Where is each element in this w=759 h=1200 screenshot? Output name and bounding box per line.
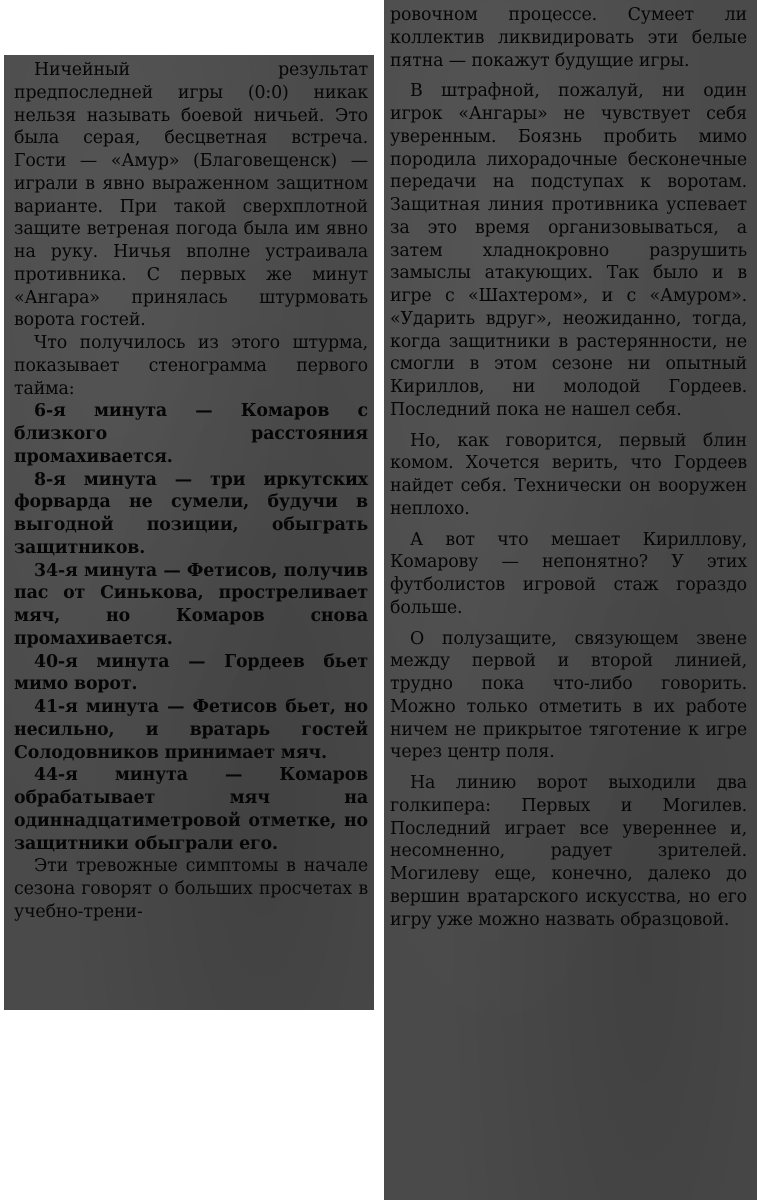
minute-entry: 40-я минута — Гордеев бьет мимо ворот.	[14, 651, 368, 695]
minute-entry: 44-я минута — Комаров обрабатывает мяч на одиннадцатиметровой отметке, но защитники обыграли его.	[14, 765, 368, 854]
minute-entry: 41-я минута — Фетисов бьет, но несильно, и вратарь гостей Солодовников принимает мяч.	[14, 697, 368, 763]
minute-entry: 8-я минута — три иркутских форварда не сумели, будучи в выгодной позиции, обыграть защитников.	[14, 469, 368, 558]
paragraph: А вот что мешает Кириллову, Комарову — непонятно? У этих футболистов игровой стаж гораздо больше.	[390, 529, 747, 618]
paragraph: На линию ворот выходили два голкипера: Первых и Могилев. Последний играет все увереннее и, несомненно, радует зрителей. Могилеву еще, конечно, далеко до вершин вратарского искусства, но его игру уже можно назвать образцовой.	[390, 773, 747, 930]
paragraph: В штрафной, пожалуй, ни один игрок «Ангары» не чувствует себя уверенным. Боязнь пробить мимо породила лихорадочные бесконечные передачи на подступах к воротам. Защитная линия противника успевает за это время организовываться, а затем хладнокровно разрушить замыслы атакующих. Так было и в игре с «Шахтером», и с «Амуром». «Ударить вдруг», неожиданно, тогда, когда защитники в растерянности, не смогли в этом сезоне ни опытный Кириллов, ни молодой Гордеев. Последний пока не нашел себя.	[390, 81, 747, 420]
paragraph: Но, как говорится, первый блин комом. Хочется верить, что Гордеев найдет себя. Технически он вооружен неплохо.	[390, 430, 747, 519]
paragraph: Ничейный результат предпоследней игры (0:0) никак нельзя называть боевой ничьей. Это была серая, бесцветная встреча. Гости — «Амур» (Благовещенск) — играли в явно выраженном защитном варианте. При такой сверхплотной защите ветреная погода была им явно на руку. Ничья вполне устраивала противника. С первых же минут «Ангара» принялась штурмовать ворота гостей.	[14, 60, 368, 331]
minute-entry: 34-я минута — Фетисов, получив пас от Синькова, простреливает мяч, но Комаров снова промахивается.	[14, 560, 368, 649]
paragraph: Что получилось из этого штурма, показывает стенограмма первого тайма:	[14, 333, 368, 399]
minute-entry: 6-я минута — Комаров с близкого расстояния промахивается.	[14, 401, 368, 467]
paragraph: ровочном процессе. Сумеет ли коллектив ликвидировать эти белые пятна — покажут будущие игры.	[390, 5, 747, 71]
article-column-left	[4, 55, 374, 1010]
paragraph: О полузащите, связующем звене между первой и второй линией, трудно пока что-либо говорить. Можно только отметить в их работе ничем не прикрытое тяготение к игре через центр поля.	[390, 628, 747, 763]
paragraph: Эти тревожные симптомы в начале сезона говорят о больших просчетах в учебно-трени-	[14, 856, 368, 922]
article-column-right	[384, 0, 757, 1200]
